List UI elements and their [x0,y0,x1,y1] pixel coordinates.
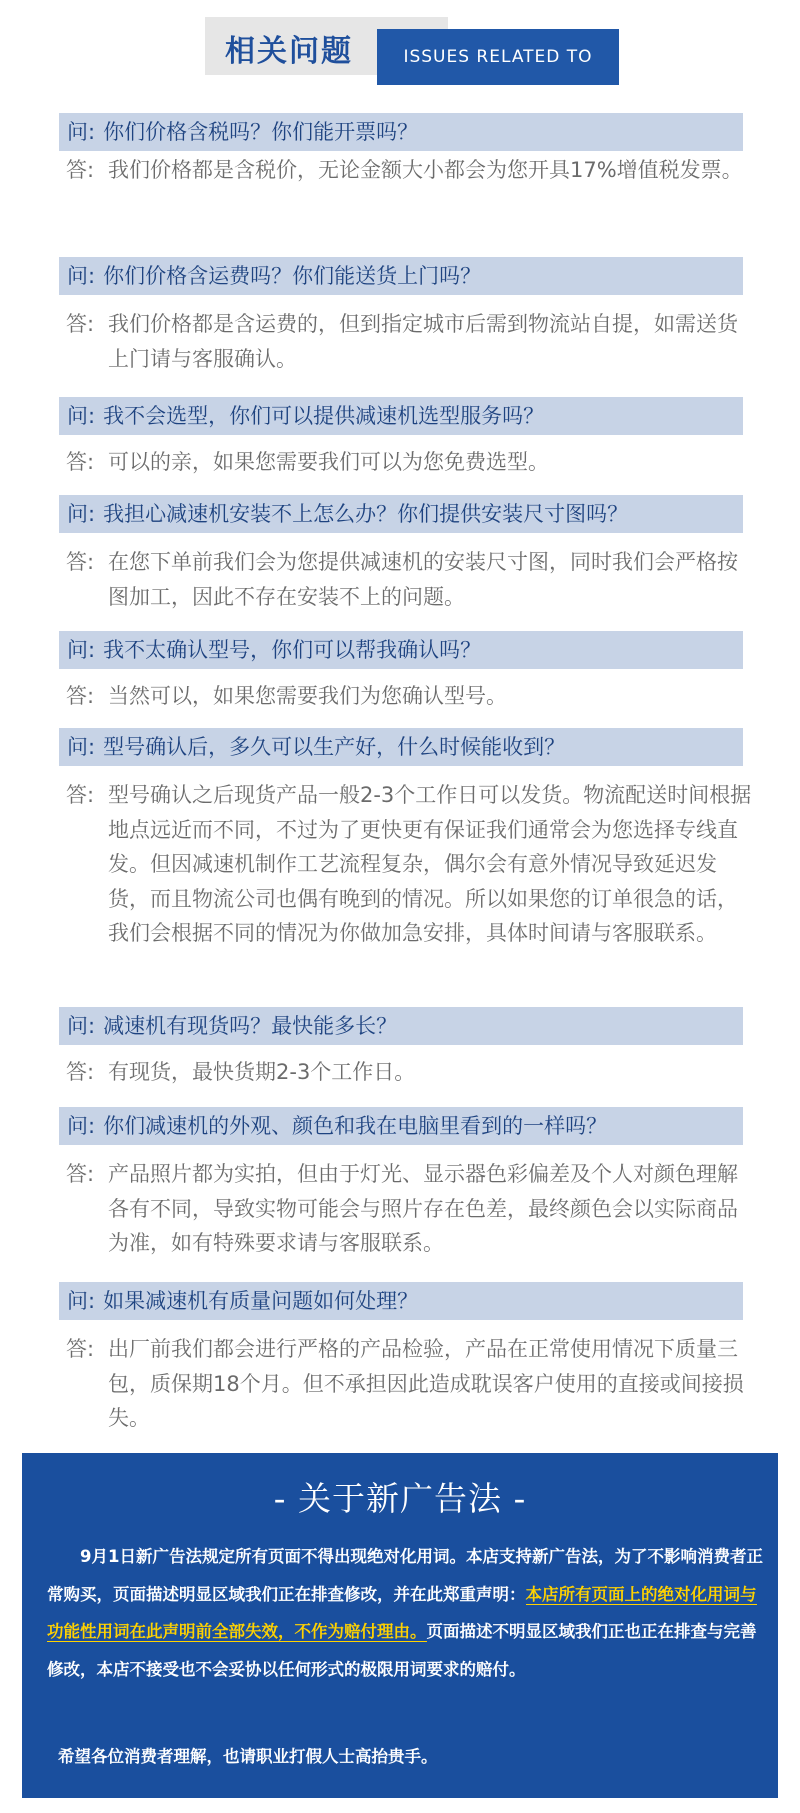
question-text: 你们价格含税吗？你们能开票吗？ [103,120,419,144]
faq-question [59,1107,743,1145]
question-text: 我担心减速机安装不上怎么办？你们提供安装尺寸图吗？ [103,502,629,526]
notice-highlight: 本店所有页面上的绝对化用词与功能性用词在此声明前全部失效，不作为赔付理由。 [47,1584,757,1641]
question-text: 我不会选型，你们可以提供减速机选型服务吗？ [103,404,545,428]
answer-prefix: 答: [66,684,95,708]
faq-question [59,1282,743,1320]
faq-question [59,1007,743,1045]
answer-text: 当然可以，如果您需要我们为您确认型号。 [108,684,507,708]
answer-prefix: 答: [66,1337,95,1361]
faq-question [59,631,743,669]
faq-answer [66,1157,756,1261]
question-text: 如果减速机有质量问题如何处理？ [103,1289,419,1313]
section-subtitle-badge: ISSUES RELATED TO [377,29,619,85]
question-prefix: 问: [67,638,96,662]
answer-prefix: 答: [66,550,95,574]
notice-footer: 希望各位消费者理解，也请职业打假人士高抬贵手。 [58,1747,438,1766]
question-prefix: 问: [67,404,96,428]
faq-answer [66,1332,756,1436]
faq-question [59,113,743,151]
faq-answer [66,307,756,376]
question-prefix: 问: [67,264,96,288]
answer-text: 出厂前我们都会进行严格的产品检验，产品在正常使用情况下质量三包，质保期18个月。但不承担因此造成耽误客户使用的直接或间接损失。 [108,1337,744,1430]
faq-question [59,397,743,435]
answer-prefix: 答: [66,783,95,807]
faq-answer [66,445,756,480]
notice-title: - 关于新广告法 - [273,1479,527,1518]
faq-answer [66,778,756,951]
answer-text: 有现货，最快货期2-3个工作日。 [108,1060,416,1084]
faq-answer [66,153,756,188]
question-prefix: 问: [67,1289,96,1313]
answer-prefix: 答: [66,450,95,474]
answer-text: 型号确认之后现货产品一般2-3个工作日可以发货。物流配送时间根据地点远近而不同，不过为了更快更有保证我们通常会为您选择专线直发。但因减速机制作工艺流程复杂，偶尔会有意外情况导致延迟发货，而且物流公司也偶有晚到的情况。所以如果您的订单很急的话，我们会根据不同的情况为你做加急安排，具体时间请与客服联系。 [108,783,752,945]
question-text: 我不太确认型号，你们可以帮我确认吗？ [103,638,482,662]
answer-text: 产品照片都为实拍，但由于灯光、显示器色彩偏差及个人对颜色理解各有不同，导致实物可能会与照片存在色差，最终颜色会以实际商品为准，如有特殊要求请与客服联系。 [108,1162,738,1255]
notice-text: 页面描述不明显区域我们正也正在排查与完善修改，本店不接受也不会妥协以任何形式的极限用词要求的赔付。 [47,1622,757,1679]
notice-text: 9月1日新广告法规定所有页面不得出现绝对化用词。本店支持新广告法，为了不影响消费者正常购买，页面描述明显区域我们正在排查修改，并在此郑重声明： [47,1547,763,1604]
faq-question [59,257,743,295]
answer-text: 我们价格都是含运费的，但到指定城市后需到物流站自提，如需送货上门请与客服确认。 [108,312,738,371]
faq-answer [66,545,756,614]
faq-answer [66,1055,756,1090]
answer-text: 可以的亲，如果您需要我们可以为您免费选型。 [108,450,549,474]
notice-body [47,1538,763,1688]
answer-prefix: 答: [66,1060,95,1084]
section-title: 相关问题 [225,34,353,69]
question-text: 减速机有现货吗？最快能多长？ [103,1014,398,1038]
faq-question [59,728,743,766]
question-prefix: 问: [67,1114,96,1138]
faq-question [59,495,743,533]
question-text: 你们价格含运费吗？你们能送货上门吗？ [103,264,482,288]
faq-answer [66,679,756,714]
question-text: 你们减速机的外观、颜色和我在电脑里看到的一样吗？ [103,1114,608,1138]
answer-prefix: 答: [66,1162,95,1186]
question-text: 型号确认后，多久可以生产好，什么时候能收到？ [103,735,566,759]
answer-prefix: 答: [66,312,95,336]
answer-prefix: 答: [66,158,95,182]
answer-text: 我们价格都是含税价，无论金额大小都会为您开具17%增值税发票。 [108,158,743,182]
question-prefix: 问: [67,735,96,759]
question-prefix: 问: [67,120,96,144]
answer-text: 在您下单前我们会为您提供减速机的安装尺寸图，同时我们会严格按图加工，因此不存在安装不上的问题。 [108,550,738,609]
question-prefix: 问: [67,502,96,526]
question-prefix: 问: [67,1014,96,1038]
